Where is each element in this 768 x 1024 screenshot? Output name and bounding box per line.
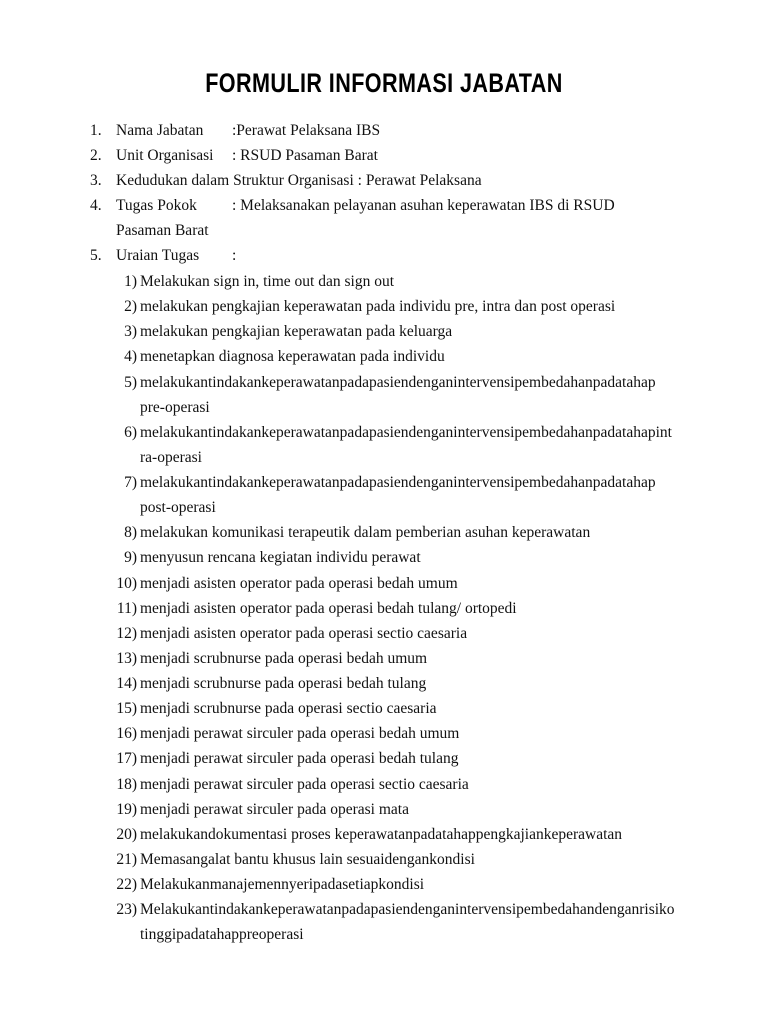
- page-title: FORMULIR INFORMASI JABATAN: [205, 68, 563, 98]
- task-number: 13): [116, 650, 137, 667]
- field-number: 3.: [90, 172, 102, 189]
- task-number: 18): [116, 776, 137, 793]
- task-number: 7): [124, 474, 137, 491]
- field-label: Nama Jabatan: [116, 122, 204, 139]
- task-number: 22): [116, 876, 137, 893]
- task-number: 17): [116, 750, 137, 767]
- task-text: menjadi asisten operator pada operasi bedah tulang/ ortopedi: [140, 600, 517, 617]
- task-text: melakukantindakankeperawatanpadapasiendenganintervensipembedahanpadatahap: [140, 474, 656, 491]
- field-value: : Melaksanakan pelayanan asuhan keperawatan IBS di RSUD: [232, 197, 615, 214]
- field-value: :Perawat Pelaksana IBS: [232, 122, 381, 139]
- task-number: 10): [116, 575, 137, 592]
- task-text: Melakukanmanajemennyeripadasetiapkondisi: [140, 876, 425, 893]
- task-number: 6): [124, 424, 137, 441]
- task-number: 19): [116, 801, 137, 818]
- field-value: : RSUD Pasaman Barat: [232, 147, 378, 164]
- task-text: melakukandokumentasi proses keperawatanpadatahappengkajiankeperawatan: [140, 826, 623, 843]
- field-label: Kedudukan dalam Struktur Organisasi : Perawat Pelaksana: [116, 172, 482, 189]
- task-number: 14): [116, 675, 137, 692]
- task-number: 4): [124, 348, 137, 365]
- task-number: 21): [116, 851, 137, 868]
- field-label: Tugas Pokok: [116, 197, 197, 214]
- task-text: menjadi scrubnurse pada operasi bedah umum: [140, 650, 428, 667]
- field-number: 5.: [90, 247, 102, 264]
- field-value-continuation: Pasaman Barat: [116, 222, 209, 239]
- field-number: 4.: [90, 197, 102, 214]
- task-text: menjadi scrubnurse pada operasi sectio caesaria: [140, 700, 437, 717]
- task-text: menetapkan diagnosa keperawatan pada individu: [140, 348, 445, 365]
- task-text: menjadi perawat sirculer pada operasi sectio caesaria: [140, 776, 469, 793]
- task-number: 15): [116, 700, 137, 717]
- task-text: melakukan komunikasi terapeutik dalam pemberian asuhan keperawatan: [140, 524, 591, 541]
- task-text: melakukantindakankeperawatanpadapasiendenganintervensipembedahanpadatahapint: [140, 424, 672, 441]
- task-continuation: ra-operasi: [140, 449, 202, 466]
- field-label: Uraian Tugas: [116, 247, 200, 264]
- task-number: 1): [124, 273, 137, 290]
- task-text: melakukan pengkajian keperawatan pada individu pre, intra dan post operasi: [140, 298, 616, 315]
- task-number: 9): [124, 549, 137, 566]
- task-number: 20): [116, 826, 137, 843]
- task-text: menyusun rencana kegiatan individu perawat: [140, 549, 421, 566]
- task-text: melakukantindakankeperawatanpadapasiendenganintervensipembedahanpadatahap: [140, 374, 656, 391]
- task-number: 11): [116, 600, 137, 617]
- field-value: :: [232, 247, 237, 264]
- task-text: melakukan pengkajian keperawatan pada keluarga: [140, 323, 453, 340]
- field-number: 2.: [90, 147, 102, 164]
- field-number: 1.: [90, 122, 102, 139]
- task-number: 23): [116, 901, 137, 918]
- task-text: Melakukantindakankeperawatanpadapasiendenganintervensipembedahandenganrisiko: [140, 901, 675, 918]
- task-number: 16): [116, 725, 137, 742]
- task-continuation: tinggipadatahappreoperasi: [140, 926, 304, 943]
- task-text: Melakukan sign in, time out dan sign out: [140, 273, 395, 290]
- task-number: 5): [124, 374, 137, 391]
- task-text: menjadi perawat sirculer pada operasi mata: [140, 801, 409, 818]
- task-text: menjadi asisten operator pada operasi bedah umum: [140, 575, 458, 592]
- task-number: 3): [124, 323, 137, 340]
- task-text: menjadi perawat sirculer pada operasi bedah tulang: [140, 750, 459, 767]
- task-continuation: post-operasi: [140, 499, 216, 516]
- task-continuation: pre-operasi: [140, 399, 210, 416]
- task-number: 2): [124, 298, 137, 315]
- task-text: Memasangalat bantu khusus lain sesuaidengankondisi: [140, 851, 475, 868]
- field-label: Unit Organisasi: [116, 147, 214, 164]
- task-text: menjadi asisten operator pada operasi sectio caesaria: [140, 625, 468, 642]
- task-number: 8): [124, 524, 137, 541]
- task-text: menjadi scrubnurse pada operasi bedah tulang: [140, 675, 427, 692]
- task-text: menjadi perawat sirculer pada operasi bedah umum: [140, 725, 460, 742]
- task-number: 12): [116, 625, 137, 642]
